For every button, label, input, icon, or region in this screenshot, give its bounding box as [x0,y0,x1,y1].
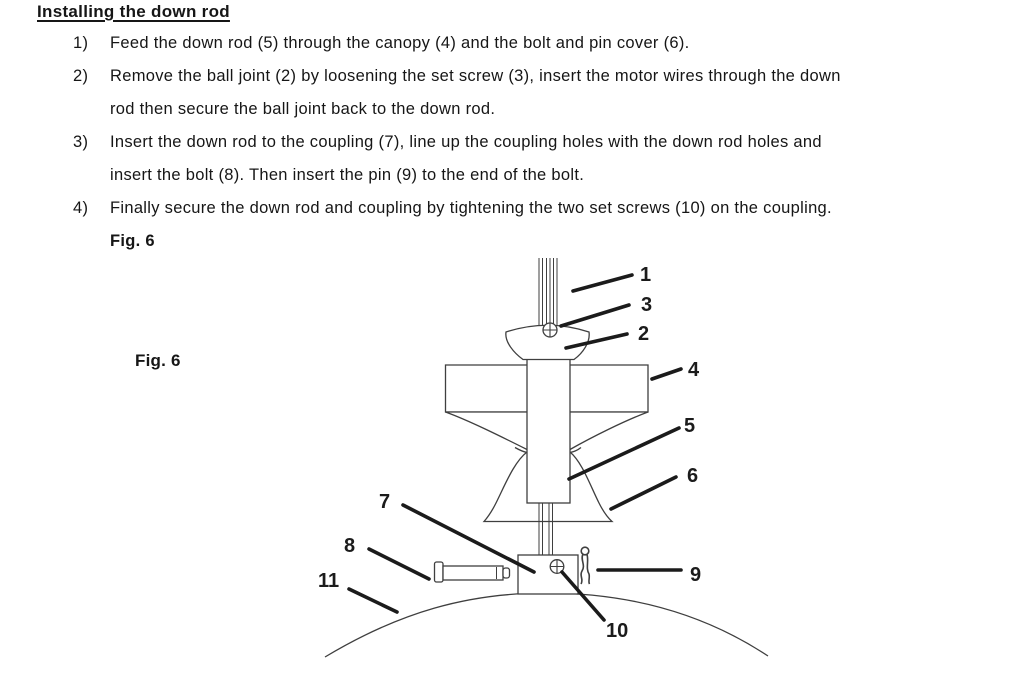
step-line [73,159,993,192]
figure-side-label: Fig. 6 [135,351,181,370]
diagram-parts [325,258,768,657]
step-text: Insert the down rod to the coupling (7), line up the coupling holes with the down rod holes and [110,133,822,151]
motor-housing [325,593,768,657]
callout-leader-line [403,505,534,572]
callout-label: 11 [318,570,340,592]
callout-leader-line [369,549,429,579]
pin [581,547,590,584]
step-text: rod then secure the ball joint back to the down rod. [110,100,496,118]
step-text: Remove the ball joint (2) by loosening the set screw (3), insert the motor wires through the down [110,67,841,85]
step-line [73,93,993,126]
callout-label: 5 [684,415,696,437]
callout-label: 7 [379,491,391,513]
step-line [73,27,993,60]
figure-6-diagram [0,250,1015,700]
callout-label: 2 [638,323,650,345]
step-text: insert the bolt (8). Then insert the pin (9) to the end of the bolt. [110,166,585,184]
bolt-head [435,562,444,582]
step-number [73,159,110,192]
callout-leader-line [573,275,632,291]
callout-leader-line [652,369,681,379]
callout-leader-line [349,589,397,612]
callout-labels [318,264,701,642]
step-text: Feed the down rod (5) through the canopy (4) and the bolt and pin cover (6). [110,34,690,52]
callout-leader-line [561,305,629,326]
callout-label: 10 [606,620,629,642]
callout-label: 1 [640,264,652,286]
bolt-tip [503,568,510,578]
step-line [73,126,993,159]
step-number: 1) [73,34,89,52]
callout-label: 3 [641,294,653,316]
step-number: 3) [73,133,89,151]
step-number: 2) [73,67,89,85]
step-line [73,192,993,225]
step-text: Finally secure the down rod and coupling by tightening the two set screws (10) on the coupling. [110,199,832,217]
bolt-shaft [443,566,503,580]
motor-wires [539,258,557,328]
callout-label: 4 [688,359,700,381]
section-title: Installing the down rod [37,2,230,21]
step-number: 4) [73,199,89,217]
instruction-list [73,27,993,258]
step-number [73,93,110,126]
coupling [518,555,578,594]
callout-label: 9 [690,564,702,586]
callout-label: 6 [687,465,699,487]
down-rod [527,357,570,503]
callout-leader-line [611,477,676,509]
down-rod-lower [539,503,553,555]
step-line [73,60,993,93]
callout-label: 8 [344,535,356,557]
figure-caption: Fig. 6 [110,232,155,250]
